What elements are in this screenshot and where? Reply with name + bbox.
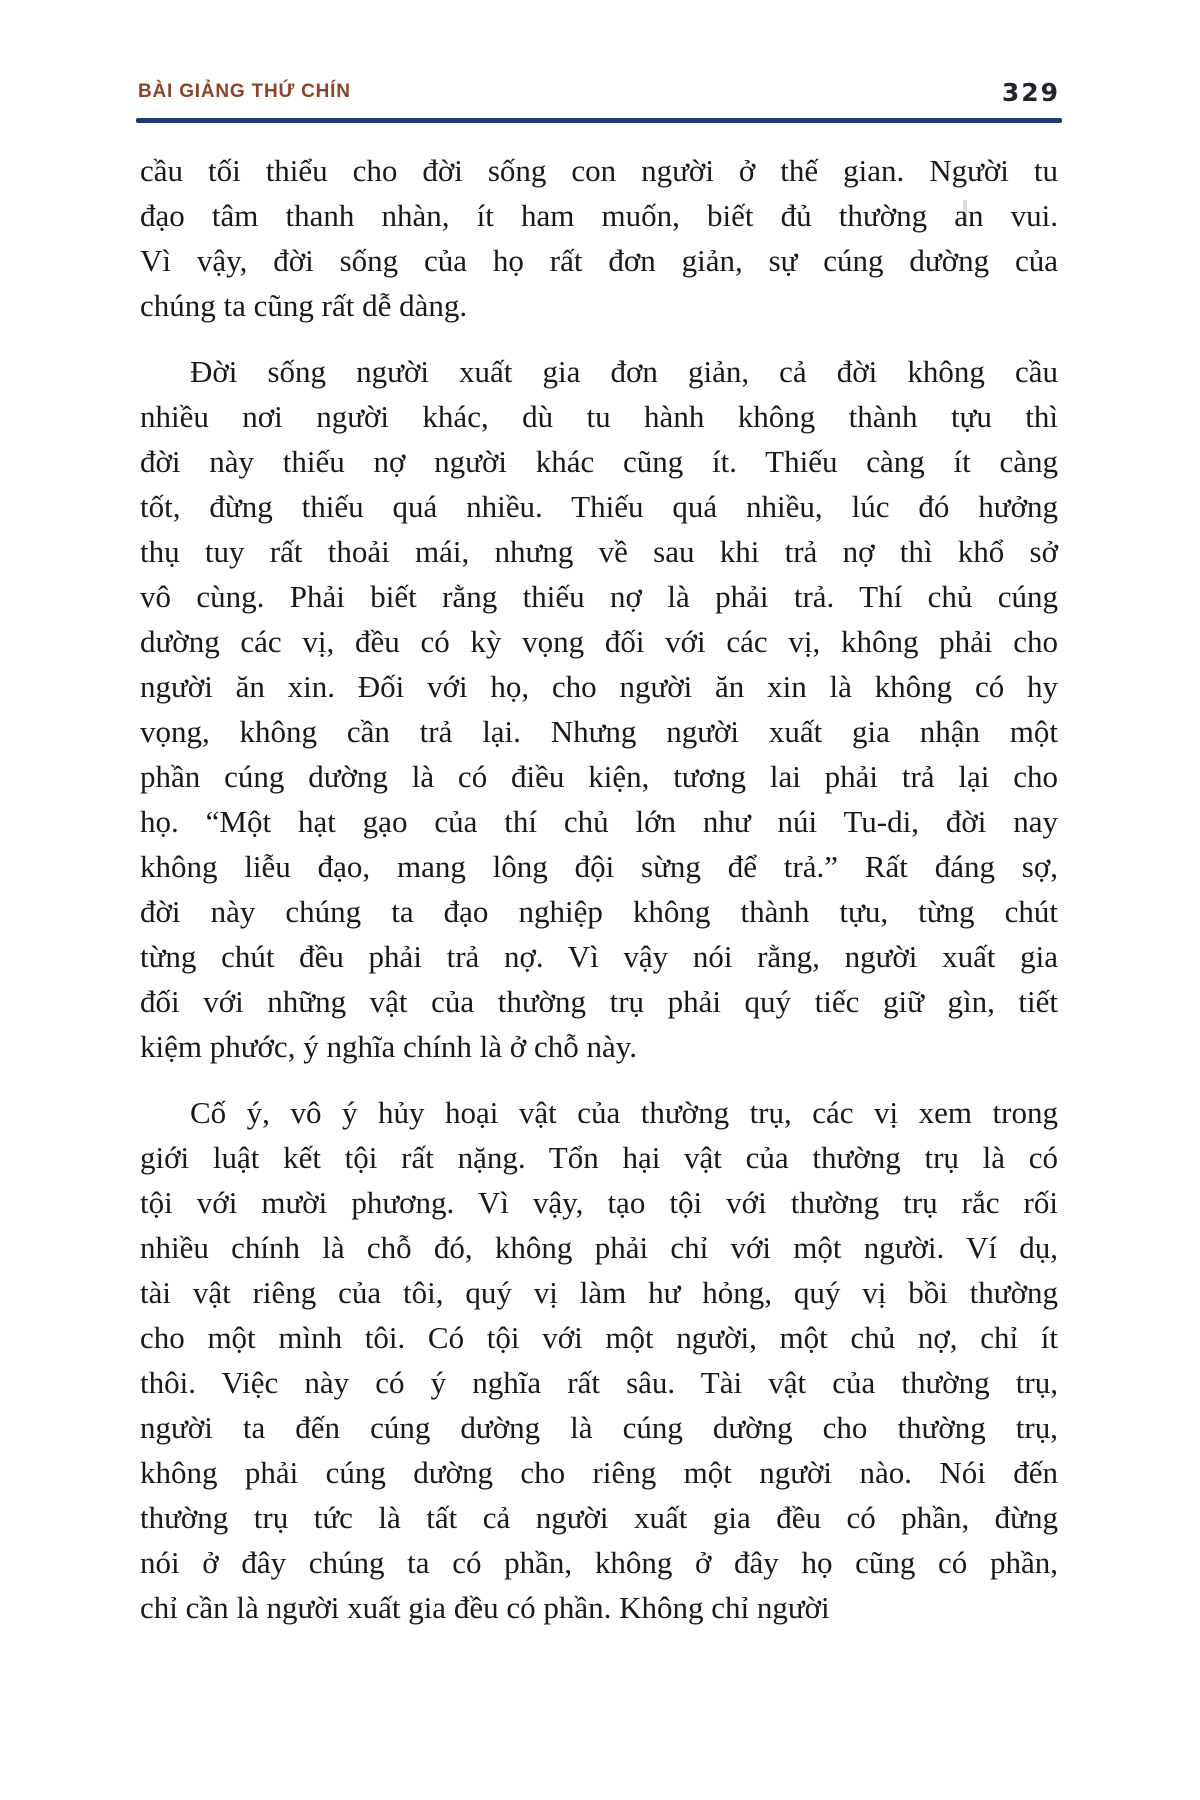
text-line: không phải cúng dường cho riêng một người nào. Nói đến: [140, 1455, 1058, 1490]
text-line: chúng ta cũng rất dễ dàng.: [140, 288, 468, 323]
text-line: đời này thiếu nợ người khác cũng ít. Thiếu càng ít càng: [140, 444, 1058, 479]
text-line: kiệm phước, ý nghĩa chính là ở chỗ này.: [140, 1029, 637, 1064]
text-line: chỉ cần là người xuất gia đều có phần. Không chỉ người: [140, 1590, 830, 1625]
text-line: tốt, đừng thiếu quá nhiều. Thiếu quá nhiều, lúc đó hưởng: [140, 489, 1058, 524]
text-line: giới luật kết tội rất nặng. Tổn hại vật của thường trụ là có: [140, 1140, 1058, 1175]
page-header: [138, 78, 1060, 109]
text-line: đạo tâm thanh nhàn, ít ham muốn, biết đủ thường an vui.: [140, 198, 1058, 233]
text-line: người ăn xin. Đối với họ, cho người ăn xin là không có hy: [140, 669, 1058, 704]
chapter-title: BÀI GIẢNG THỨ CHÍN: [138, 81, 351, 102]
text-line: nói ở đây chúng ta có phần, không ở đây họ cũng có phần,: [140, 1545, 1058, 1580]
paragraph: [140, 148, 1058, 328]
text-line: không liễu đạo, mang lông đội sừng để trả.” Rất đáng sợ,: [140, 849, 1058, 884]
text-line: cầu tối thiểu cho đời sống con người ở thế gian. Người tu: [140, 153, 1058, 188]
text-line: thường trụ tức là tất cả người xuất gia đều có phần, đừng: [140, 1500, 1058, 1535]
body-text: [140, 148, 1058, 1630]
text-line: thụ tuy rất thoải mái, nhưng về sau khi trả nợ thì khổ sở: [140, 534, 1058, 569]
paragraph: [140, 349, 1058, 1069]
text-line: thôi. Việc này có ý nghĩa rất sâu. Tài vật của thường trụ,: [140, 1365, 1058, 1400]
text-line: vô cùng. Phải biết rằng thiếu nợ là phải trả. Thí chủ cúng: [140, 579, 1058, 614]
text-line: đời này chúng ta đạo nghiệp không thành tựu, từng chút: [140, 894, 1058, 929]
text-line: dường các vị, đều có kỳ vọng đối với các vị, không phải cho: [140, 624, 1058, 659]
text-line: tội với mười phương. Vì vậy, tạo tội với thường trụ rắc rối: [140, 1185, 1058, 1220]
text-line: Vì vậy, đời sống của họ rất đơn giản, sự cúng dường của: [140, 243, 1058, 278]
text-line: đối với những vật của thường trụ phải quý tiếc giữ gìn, tiết: [140, 984, 1058, 1019]
text-line: vọng, không cần trả lại. Nhưng người xuất gia nhận một: [140, 714, 1058, 749]
header-rule: [136, 118, 1062, 123]
text-line: Cố ý, vô ý hủy hoại vật của thường trụ, các vị xem trong: [190, 1095, 1058, 1130]
text-line: nhiều nơi người khác, dù tu hành không thành tựu thì: [140, 399, 1058, 434]
text-line: Đời sống người xuất gia đơn giản, cả đời không cầu: [190, 354, 1058, 389]
text-line: từng chút đều phải trả nợ. Vì vậy nói rằng, người xuất gia: [140, 939, 1058, 974]
text-line: họ. “Một hạt gạo của thí chủ lớn như núi Tu-di, đời nay: [140, 804, 1058, 839]
text-line: tài vật riêng của tôi, quý vị làm hư hỏng, quý vị bồi thường: [140, 1275, 1058, 1310]
paragraph: [140, 1090, 1058, 1630]
page-number: 329: [1001, 78, 1060, 107]
text-line: người ta đến cúng dường là cúng dường cho thường trụ,: [140, 1410, 1058, 1445]
text-line: nhiều chính là chỗ đó, không phải chỉ với một người. Ví dụ,: [140, 1230, 1058, 1265]
text-line: phần cúng dường là có điều kiện, tương lai phải trả lại cho: [140, 759, 1058, 794]
text-line: cho một mình tôi. Có tội với một người, một chủ nợ, chỉ ít: [140, 1320, 1058, 1355]
